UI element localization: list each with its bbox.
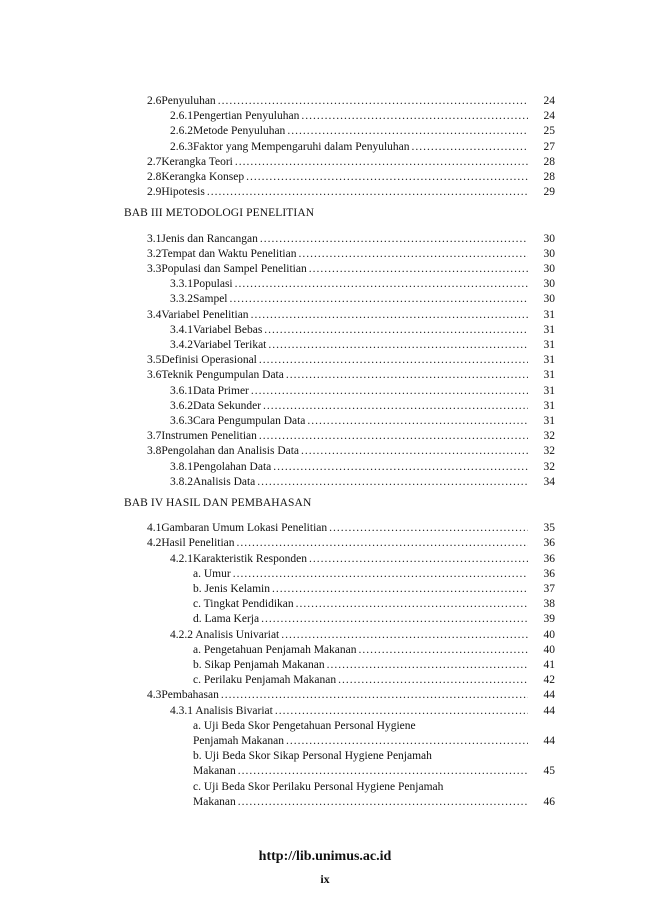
toc-entry-number: 3.6.3 <box>170 415 193 427</box>
toc-dot-leader <box>301 109 528 123</box>
toc-entry[interactable] <box>170 338 530 352</box>
toc-dot-leader <box>281 628 528 642</box>
toc-entry[interactable] <box>170 475 530 489</box>
toc-entry-number: 4.1 <box>147 522 162 535</box>
toc-entry-label: Hipotesis <box>161 186 205 199</box>
toc-dot-leader <box>246 170 528 184</box>
toc-entry-number: 3.3 <box>147 263 162 275</box>
toc-page-number: 40 <box>543 643 555 656</box>
toc-dot-leader <box>235 155 528 169</box>
toc-dot-leader <box>327 658 528 672</box>
toc-entry[interactable] <box>147 247 530 261</box>
toc-dot-leader <box>309 262 528 276</box>
toc-dot-leader <box>298 247 528 261</box>
toc-entry-label: Pembahasan <box>161 689 219 702</box>
toc-dot-leader <box>237 536 528 550</box>
toc-entry-number: 3.6.1 <box>170 384 193 397</box>
toc-entry[interactable] <box>147 444 530 458</box>
toc-page-number: 27 <box>543 140 555 153</box>
toc-dot-leader <box>261 612 528 626</box>
toc-entry-label: Variabel Penelitian <box>161 308 249 321</box>
toc-dot-leader <box>286 734 528 748</box>
toc-entry[interactable] <box>193 795 530 809</box>
toc-dot-leader <box>238 764 528 778</box>
toc-dot-leader <box>268 338 528 352</box>
toc-entry[interactable] <box>193 673 530 687</box>
toc-dot-leader <box>272 582 528 596</box>
toc-entry-number: 3.5 <box>147 354 162 367</box>
toc-entry[interactable] <box>147 232 530 246</box>
toc-entry-label: d. Lama Kerja <box>193 613 260 626</box>
toc-entry-number: 4.2 <box>147 537 162 550</box>
toc-dot-leader <box>251 308 528 322</box>
toc-dot-leader <box>218 94 528 108</box>
toc-entry[interactable] <box>170 109 530 123</box>
toc-page-number: 29 <box>543 186 555 199</box>
toc-entry-number: 3.7 <box>147 430 162 443</box>
toc-entry-number: 3.4.1 <box>170 323 193 336</box>
toc-entry-number: 3.8.1 <box>170 460 193 473</box>
toc-entry[interactable] <box>193 597 530 611</box>
toc-entry-label: c. Uji Beda Skor Perilaku Personal Hygiene Penjamah <box>193 780 444 793</box>
toc-entry-label: Hasil Penelitian <box>161 537 235 550</box>
toc-entry[interactable] <box>193 734 530 748</box>
toc-entry[interactable] <box>193 612 530 626</box>
toc-dot-leader <box>301 444 528 458</box>
toc-entry[interactable] <box>170 460 530 474</box>
toc-page-number: 24 <box>543 95 555 107</box>
toc-page-number: 36 <box>543 567 555 580</box>
toc-page-number: 42 <box>543 674 555 687</box>
toc-entry-label: Jenis dan Rancangan <box>161 232 258 245</box>
toc-page-number: 31 <box>543 339 555 351</box>
toc-entry-label: Variabel Terikat <box>193 339 267 351</box>
toc-entry-number: 3.4 <box>147 308 162 321</box>
toc-entry-number: 2.9 <box>147 186 162 199</box>
chapter-heading: BAB III METODOLOGI PENELITIAN <box>124 207 315 220</box>
toc-dot-leader <box>233 567 528 581</box>
toc-entry-number: 3.3.1 <box>170 278 193 291</box>
toc-dot-leader <box>412 140 528 154</box>
toc-entry[interactable] <box>147 688 530 702</box>
toc-entry-label: Definisi Operasional <box>161 354 257 367</box>
toc-entry-label: Makanan <box>193 765 236 778</box>
toc-dot-leader <box>287 124 528 138</box>
toc-page-number: 31 <box>543 369 555 382</box>
toc-entry[interactable] <box>170 399 530 413</box>
toc-page-number: 30 <box>543 293 555 306</box>
toc-entry-number: 3.6 <box>147 369 162 382</box>
toc-page-number: 36 <box>543 552 555 565</box>
toc-page-number: 30 <box>543 247 555 260</box>
toc-page-number: 31 <box>543 384 555 397</box>
toc-page-number: 28 <box>543 155 555 168</box>
toc-page-number: 38 <box>543 598 555 611</box>
toc-dot-leader <box>235 277 528 291</box>
toc-dot-leader <box>207 185 528 199</box>
toc-entry-number: 3.3.2 <box>170 293 193 306</box>
toc-entry[interactable] <box>170 704 530 718</box>
toc-entry[interactable] <box>170 323 530 337</box>
toc-entry-label: a. Uji Beda Skor Pengetahuan Personal Hygiene <box>193 719 416 732</box>
toc-page-number: 44 <box>543 689 555 702</box>
toc-page-number: 41 <box>543 659 555 671</box>
toc-entry-label: c. Tingkat Pendidikan <box>193 598 294 611</box>
toc-entry-number: 4.3 <box>147 689 162 702</box>
toc-entry[interactable] <box>170 552 530 566</box>
toc-entry-number: 3.8.2 <box>170 475 193 488</box>
toc-entry[interactable] <box>193 658 530 672</box>
toc-entry-number: 2.6.2 <box>170 125 193 138</box>
toc-entry-label: Sampel <box>193 293 228 306</box>
toc-dot-leader <box>259 429 528 443</box>
toc-entry-number: 3.6.2 <box>170 399 193 412</box>
toc-page-number: 36 <box>543 537 555 550</box>
toc-entry-label: Populasi dan Sampel Penelitian <box>161 263 307 275</box>
toc-entry[interactable] <box>170 628 530 642</box>
toc-page-number: 31 <box>543 354 555 367</box>
toc-dot-leader <box>257 475 528 489</box>
toc-entry-label: Data Sekunder <box>193 399 262 412</box>
toc-entry[interactable] <box>147 353 530 367</box>
toc-page-number: 30 <box>543 278 555 291</box>
toc-entry-number: 2.6.1 <box>170 110 193 123</box>
toc-dot-leader <box>221 688 528 702</box>
toc-entry-label: Teknik Pengumpulan Data <box>161 369 284 382</box>
toc-entry[interactable] <box>147 521 530 535</box>
toc-entry-number: 2.8 <box>147 171 162 183</box>
toc-entry <box>193 780 533 794</box>
toc-entry-number: 3.1 <box>147 232 162 245</box>
toc-entry-label: Penjamah Makanan <box>193 735 285 747</box>
toc-entry[interactable] <box>147 185 530 199</box>
toc-entry <box>193 749 533 763</box>
toc-entry-label: Data Primer <box>193 384 249 397</box>
toc-dot-leader <box>307 414 528 428</box>
toc-entry[interactable] <box>170 124 530 138</box>
toc-entry[interactable] <box>147 429 530 443</box>
toc-page-number: 32 <box>543 430 555 443</box>
toc-entry-label: c. Perilaku Penjamah Makanan <box>193 674 337 687</box>
toc-entry-number: 3.8 <box>147 445 162 458</box>
toc-entry-label: 4.3.1 Analisis Bivariat <box>170 704 273 717</box>
toc-entry-label: Pengolahan Data <box>193 460 272 473</box>
toc-entry[interactable] <box>170 140 530 154</box>
toc-entry-label: a. Pengetahuan Penjamah Makanan <box>193 643 357 656</box>
toc-entry-number: 4.2.1 <box>170 552 193 565</box>
toc-entry-number: 2.6.3 <box>170 140 193 153</box>
toc-page-number: 34 <box>543 475 555 488</box>
toc-page-number: 46 <box>543 795 555 808</box>
toc-entry[interactable] <box>193 764 530 778</box>
toc-entry-number: 2.6 <box>147 95 162 107</box>
toc-entry[interactable] <box>170 292 530 306</box>
toc-page-number: 39 <box>543 613 555 626</box>
toc-entry-label: b. Uji Beda Skor Sikap Personal Hygiene Penjamah <box>193 750 432 763</box>
toc-entry-label: Makanan <box>193 795 236 808</box>
toc-page-number: 31 <box>543 399 555 412</box>
toc-dot-leader <box>275 704 528 718</box>
toc-entry-label: Gambaran Umum Lokasi Penelitian <box>161 522 328 535</box>
toc-entry-label: Karakteristik Responden <box>193 552 308 565</box>
toc-entry-label: Analisis Data <box>193 475 256 488</box>
toc-entry[interactable] <box>170 277 530 291</box>
toc-entry[interactable] <box>193 643 530 657</box>
toc-entry-label: Variabel Bebas <box>193 323 263 336</box>
toc-dot-leader <box>251 384 528 398</box>
toc-page-number: 31 <box>543 415 555 427</box>
toc-page-number: 28 <box>543 171 555 183</box>
footer-url[interactable]: http://lib.unimus.ac.id <box>258 849 392 864</box>
toc-page-number: 40 <box>543 628 555 641</box>
toc-entry[interactable] <box>147 368 530 382</box>
toc-entry-label: Penyuluhan <box>161 95 216 107</box>
toc-entry[interactable] <box>193 567 530 581</box>
toc-entry-label: Pengertian Penyuluhan <box>193 110 300 123</box>
toc-page-number: 30 <box>543 263 555 275</box>
toc-page-number: 45 <box>543 765 555 778</box>
toc-entry-label: Kerangka Teori <box>161 155 233 168</box>
toc-entry-number: 2.7 <box>147 155 162 168</box>
chapter-heading: BAB IV HASIL DAN PEMBAHASAN <box>124 497 312 509</box>
toc-dot-leader <box>230 292 529 306</box>
toc-entry-label: Metode Penyuluhan <box>193 125 286 138</box>
toc-entry <box>193 719 533 733</box>
toc-dot-leader <box>263 399 528 413</box>
toc-entry[interactable] <box>170 414 530 428</box>
toc-entry[interactable] <box>147 94 530 108</box>
toc-entry-label: Pengolahan dan Analisis Data <box>161 445 300 458</box>
toc-entry-label: Faktor yang Mempengaruhi dalam Penyuluhan <box>193 140 410 153</box>
toc-page-number: 32 <box>543 445 555 458</box>
toc-page-number: 44 <box>543 704 555 717</box>
toc-dot-leader <box>329 521 528 535</box>
toc-page-number: 25 <box>543 125 555 138</box>
toc-entry-label: Cara Pengumpulan Data <box>193 415 306 427</box>
toc-dot-leader <box>260 232 528 246</box>
page-number: ix <box>320 872 330 886</box>
toc-page-number: 24 <box>543 110 555 123</box>
toc-dot-leader <box>309 552 528 566</box>
toc-dot-leader <box>296 597 528 611</box>
toc-dot-leader <box>273 460 528 474</box>
toc-dot-leader <box>359 643 529 657</box>
toc-entry[interactable] <box>170 384 530 398</box>
toc-page-number: 31 <box>543 308 555 321</box>
toc-dot-leader <box>259 353 528 367</box>
toc-entry-label: b. Sikap Penjamah Makanan <box>193 659 325 671</box>
toc-entry[interactable] <box>147 536 530 550</box>
toc-dot-leader <box>286 368 528 382</box>
toc-page-number: 30 <box>543 232 555 245</box>
toc-entry-label: Populasi <box>193 278 233 291</box>
toc-entry-label: Kerangka Konsep <box>161 171 245 183</box>
toc-entry-label: 4.2.2 Analisis Univariat <box>170 628 280 641</box>
toc-entry[interactable] <box>147 155 530 169</box>
toc-page-number: 31 <box>543 323 555 336</box>
toc-entry-label: Tempat dan Waktu Penelitian <box>161 247 297 260</box>
toc-entry[interactable] <box>193 582 530 596</box>
toc-dot-leader <box>264 323 528 337</box>
toc-entry-number: 3.4.2 <box>170 339 193 351</box>
toc-dot-leader <box>338 673 528 687</box>
toc-page-number: 44 <box>543 735 555 747</box>
toc-dot-leader <box>238 795 528 809</box>
toc-entry[interactable] <box>147 170 530 184</box>
toc-entry-label: b. Jenis Kelamin <box>193 583 270 595</box>
toc-page-number: 32 <box>543 460 555 473</box>
toc-entry[interactable] <box>147 262 530 276</box>
toc-entry[interactable] <box>147 308 530 322</box>
toc-page-number: 35 <box>543 522 555 535</box>
toc-entry-label: a. Umur <box>193 567 231 580</box>
toc-entry-number: 3.2 <box>147 247 162 260</box>
toc-entry-label: Instrumen Penelitian <box>161 430 257 443</box>
toc-page-number: 37 <box>543 583 555 595</box>
